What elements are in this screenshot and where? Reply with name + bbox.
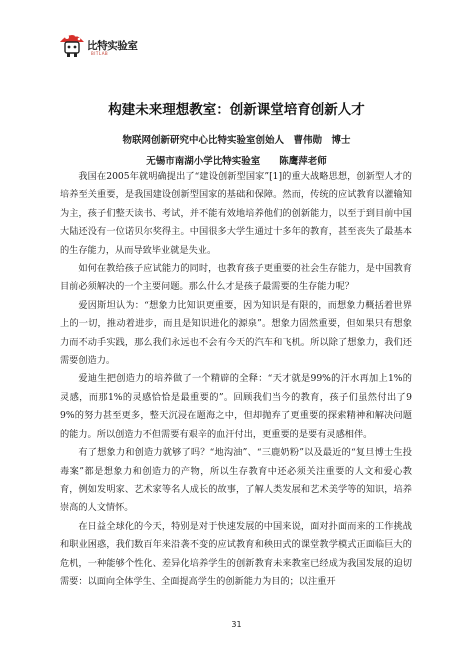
logo-brand-text: 比特实验室: [87, 40, 138, 52]
bitlab-logo: [58, 28, 168, 62]
paragraph: 我国在2005年就明确提出了“建设创新型国家”[1]的重大战略思想，创新型人才的培养至关重要，是我国建设创新型国家的基础和保障。然而，传统的应试教育以灌输知为主，孩子们整天读书、考试，并不能有效地培养他们的创新能力，以至于到目前中国大陆还没有一位诺贝尔奖得主。中国很多大学生通过十多年的教育，甚至丧失了最基本的生存能力，从而导致毕业就是失业。: [60, 171, 412, 256]
page-number: 31: [231, 620, 242, 629]
article-body: [60, 168, 412, 591]
mushroom-robot-icon: [58, 28, 86, 58]
article-title: 构建未来理想教室：创新课堂培育创新人才: [108, 102, 365, 118]
paragraph: 爱迪生把创造力的培养做了一个精辟的全释：“天才就是99%的汗水再加上1%的灵感，而那1%的灵感恰恰是最重要的”。回顾我们当今的教育，孩子们虽然付出了99%的努力甚至更多，整天沉浸在题海之中，但却抛弃了更重要的探索精神和解决问题的能力。所以创造力不但需要有艰辛的血汗付出，更重要的是要有灵感相伴。: [60, 373, 412, 440]
paragraph: 爱因斯坦认为：“想象力比知识更重要，因为知识是有限的，而想象力概括着世界上的一切，推动着进步，而且是知识进化的源泉”。想象力固然重要，但如果只有想象力而不动手实践，那么我们永远也不会有今天的汽车和飞机。所以除了想象力，我们还需要创造力。: [60, 299, 412, 367]
logo-sub-text: BITLAB: [91, 51, 109, 56]
paragraph: 如何在教给孩子应试能力的同时，也教育孩子更重要的社会生存能力，是中国教育目前必须解决的一个主要问题。那么什么才是孩子最需要的生存能力呢？: [60, 263, 412, 293]
paragraph: 有了想象力和创造力就够了吗？“地沟油”、“三鹿奶粉”以及最近的“复旦博士生投毒案”都是想象力和创造力的产物，所以生存教育中还必须关注重要的人文和爱心教育，例如发明家、艺术家等名人成长的故事，了解人类发展和艺术美学等的知识，培养崇高的人文情怀。: [60, 447, 412, 514]
paragraph: 在日益全球化的今天，特别是对于快速发展的中国来说，面对扑面而来的工作挑战和职业困惑，我们数百年来沿袭不变的应试教育和秧田式的课堂教学模式正面临巨大的危机，一种能够个性化、差异化培养学生的创新教育未来教室已经成为我国发展的迫切需要：以面向全体学生、全面提高学生的创新能力为目的；以注重开: [60, 520, 412, 587]
author-line-2: 无锡市南湖小学比特实验室 陈鹰萍老师: [146, 156, 327, 167]
author-line-1: 物联网创新研究中心比特实验室创始人 曹伟勋 博士: [122, 135, 351, 146]
